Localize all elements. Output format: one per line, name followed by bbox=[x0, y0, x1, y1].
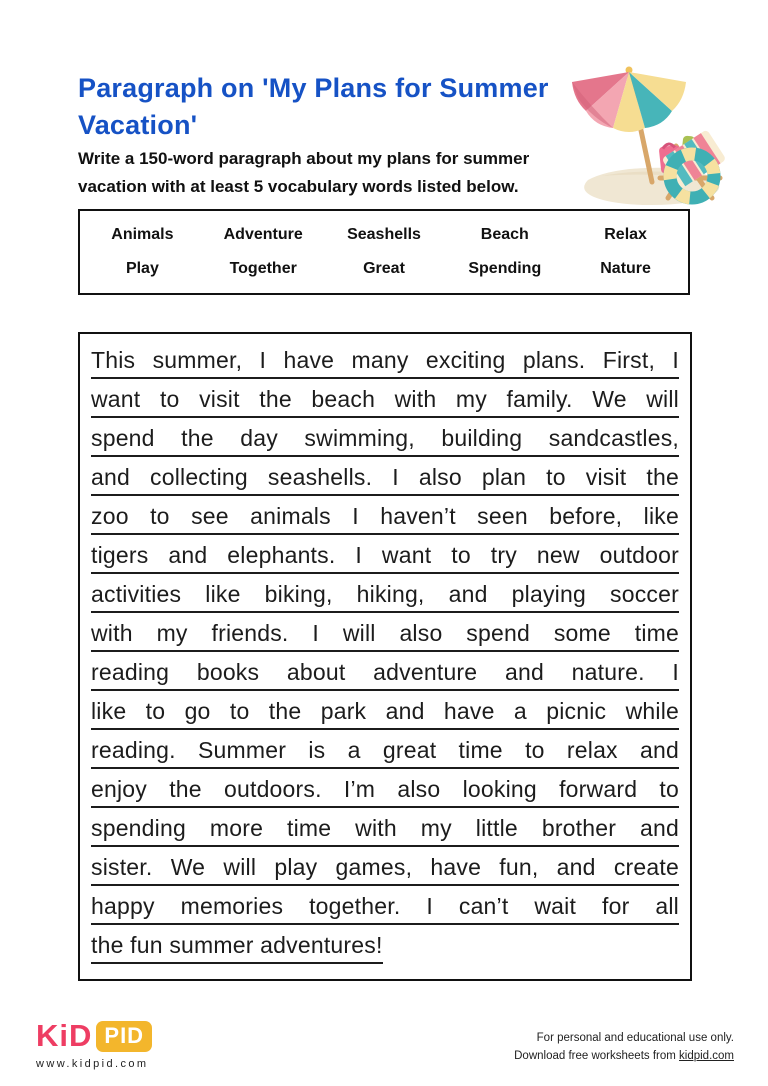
paragraph-line: spending more time with my little brother and bbox=[91, 811, 679, 847]
paragraph-line: reading books about adventure and nature. I bbox=[91, 655, 679, 691]
vocab-word: Spending bbox=[468, 260, 542, 277]
paragraph-line: happy memories together. I can’t wait for all bbox=[91, 889, 679, 925]
paragraph-box bbox=[78, 332, 692, 981]
usage-note: For personal and educational use only. bbox=[536, 1032, 734, 1044]
paragraph-line: activities like biking, hiking, and playing soccer bbox=[91, 577, 679, 613]
paragraph-line: and collecting seashells. I also plan to visit the bbox=[91, 460, 679, 496]
paragraph-line: spend the day swimming, building sandcastles, bbox=[91, 421, 679, 457]
vocabulary-box bbox=[78, 209, 690, 295]
logo-pid-badge: PID bbox=[96, 1021, 152, 1052]
paragraph-line: like to go to the park and have a picnic while bbox=[91, 694, 679, 730]
logo-kid-text: KiD bbox=[36, 1018, 93, 1053]
logo-website-text: www.kidpid.com bbox=[36, 1058, 149, 1070]
kidpid-link[interactable]: kidpid.com bbox=[679, 1049, 734, 1062]
vocab-word: Great bbox=[363, 260, 405, 277]
page-title: Paragraph on 'My Plans for Summer Vacation' bbox=[78, 73, 549, 140]
paragraph-line: the fun summer adventures! bbox=[91, 928, 679, 964]
download-note-prefix: Download free worksheets from bbox=[514, 1049, 680, 1062]
paragraph-line: reading. Summer is a great time to relax and bbox=[91, 733, 679, 769]
paragraph-line: tigers and elephants. I want to try new outdoor bbox=[91, 538, 679, 574]
paragraph-line: This summer, I have many exciting plans. First, I bbox=[91, 343, 679, 379]
instruction-text: Write a 150-word paragraph about my plans for summer vacation with at least 5 vocabulary words listed below. bbox=[78, 149, 530, 196]
paragraph-line: zoo to see animals I haven’t seen before, like bbox=[91, 499, 679, 535]
paragraph-line: sister. We will play games, have fun, and create bbox=[91, 850, 679, 886]
vocab-word: Nature bbox=[600, 260, 651, 277]
beach-illustration bbox=[572, 58, 730, 210]
vocab-word: Relax bbox=[604, 226, 647, 243]
vocab-word: Seashells bbox=[347, 226, 421, 243]
vocab-word: Adventure bbox=[223, 226, 303, 243]
vocab-word: Animals bbox=[111, 226, 174, 243]
vocab-word: Beach bbox=[480, 226, 529, 243]
paragraph-line: want to visit the beach with my family. We will bbox=[91, 382, 679, 418]
paragraph-line: with my friends. I will also spend some time bbox=[91, 616, 679, 652]
vocab-word: Play bbox=[125, 260, 159, 277]
footer-note bbox=[514, 1030, 734, 1065]
download-note bbox=[514, 1048, 734, 1066]
paragraph-line: enjoy the outdoors. I’m also looking forward to bbox=[91, 772, 679, 808]
kidpid-logo bbox=[36, 1018, 152, 1070]
vocab-word: Together bbox=[229, 260, 297, 277]
